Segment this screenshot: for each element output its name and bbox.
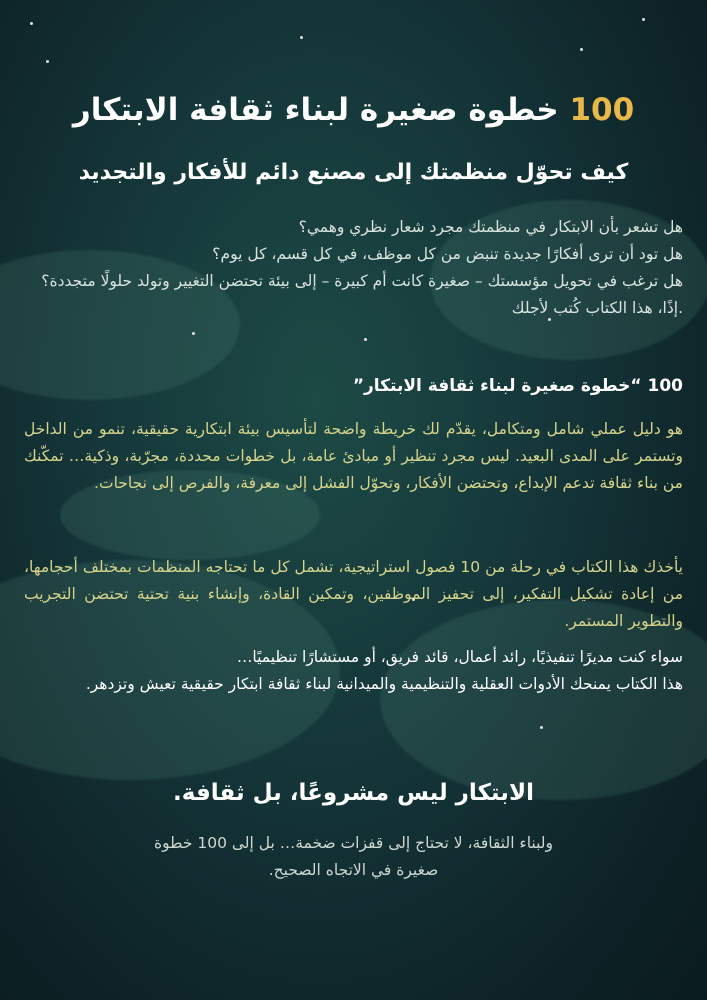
star [46, 60, 49, 63]
title-number: 100 [569, 92, 635, 128]
intro-line: .إذًا، هذا الكتاب كُتب لأجلك [511, 299, 683, 317]
star [192, 332, 195, 335]
slogan: الابتكار ليس مشروعًا، بل ثقافة. [173, 780, 534, 806]
intro-line: هل تشعر بأن الابتكار في منظمتك مجرد شعار نظري وهمي؟ [298, 218, 683, 236]
book-description: هو دليل عملي شامل ومتكامل، يقدّم لك خريطة واضحة لتأسيس بيئة ابتكارية حقيقية، تنمو من الداخل وتستمر على المدى البعيد. ليس مجرد تنظير أو مبادئ عامة، بل خطوات محددة، مجرّبة، وذكية… تمكّنك من بناء ثقافة تدعم الإبداع، وتحتضن الأفكار، وتحوّل الفشل إلى معرفة، والفرص إلى نجاحات. [24, 420, 683, 492]
star [580, 48, 583, 51]
star [30, 22, 33, 25]
star [642, 18, 645, 21]
book-title: 100 “خطوة صغيرة لبناء ثقافة الابتكار” [352, 376, 683, 396]
audience-section [24, 644, 683, 698]
closing-text: ولبناء الثقافة، لا تحتاج إلى قفزات ضخمة… بل إلى 100 خطوة صغيرة في الاتجاه الصحيح. [153, 834, 553, 879]
intro-line: هل تود أن ترى أفكارًا جديدة تنبض من كل موظف، في كل قسم، كل يوم؟ [212, 245, 683, 263]
star [540, 726, 543, 729]
intro-line: هل ترغب في تحويل مؤسستك – صغيرة كانت أم كبيرة – إلى بيئة تحتضن التغيير وتولد حلولًا متجددة؟ [41, 272, 683, 290]
intro-questions [24, 214, 683, 322]
audience-line: هذا الكتاب يمنحك الأدوات العقلية والتنظيمية والميدانية لبناء ثقافة ابتكار حقيقية تعيش وتزدهر. [85, 675, 683, 693]
audience-line: سواء كنت مديرًا تنفيذيًا، رائد أعمال، قائد فريق، أو مستشارًا تنظيميًا… [236, 648, 683, 666]
page-title [20, 92, 687, 128]
page-subtitle: كيف تحوّل منظمتك إلى مصنع دائم للأفكار والتجديد [78, 160, 629, 185]
chapters-summary: يأخذك هذا الكتاب في رحلة من 10 فصول استراتيجية، تشمل كل ما تحتاجه المنظمات بمختلف أحجامها، من إعادة تشكيل التفكير، إلى تحفيز الموظفين، وتمكين القادة، وإنشاء بنية تحتية تحتضن التجريب والتطوير المستمر. [24, 558, 683, 630]
title-text: خطوة صغيرة لبناء ثقافة الابتكار [72, 92, 559, 128]
star [364, 338, 367, 341]
star [300, 36, 303, 39]
